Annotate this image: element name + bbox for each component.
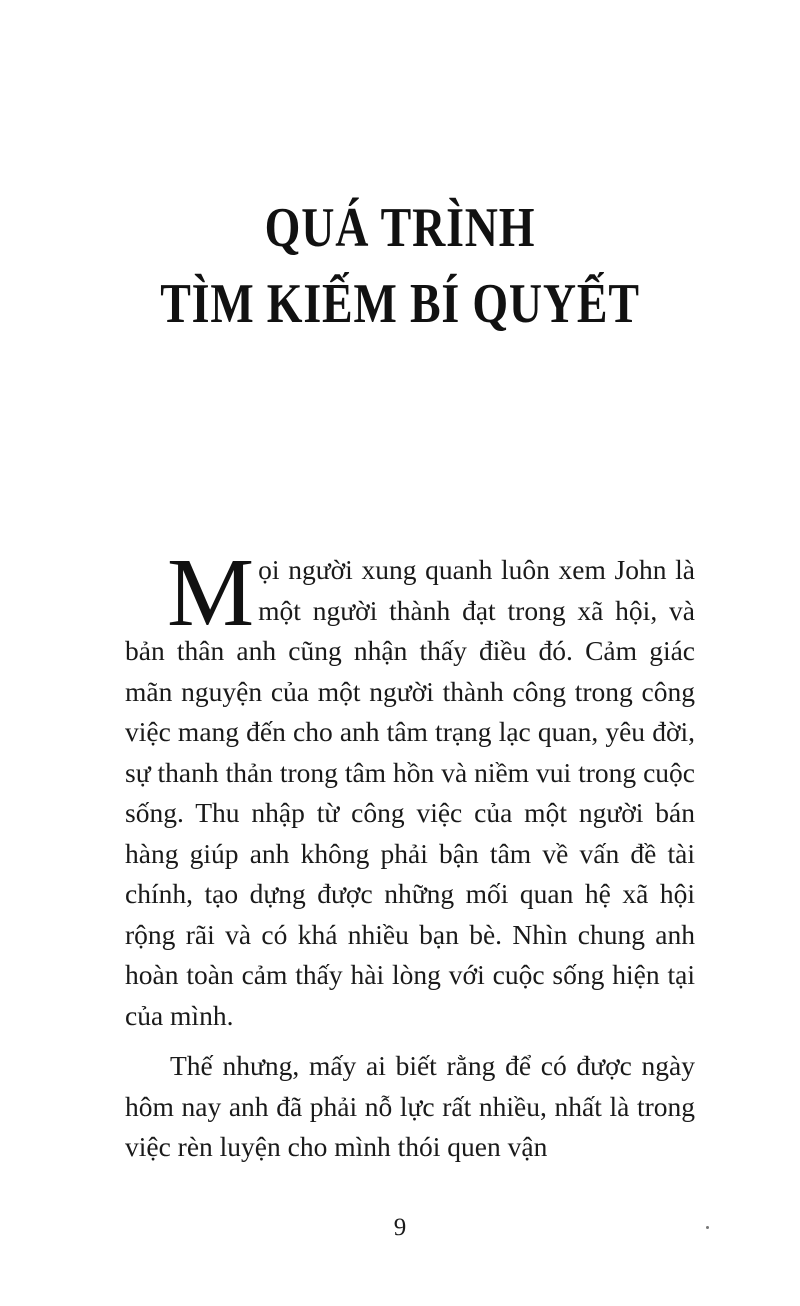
chapter-title xyxy=(0,190,800,342)
chapter-title-line-2: TÌM KIẾM BÍ QUYẾT xyxy=(160,273,640,335)
paragraph-2: Thế nhưng, mấy ai biết rằng để có được ngày hôm nay anh đã phải nỗ lực rất nhiều, nhất là trong việc rèn luyện cho mình thói quen vận xyxy=(125,1050,695,1162)
body-text xyxy=(125,539,695,1168)
drop-cap: M xyxy=(167,539,255,647)
paragraph-1 xyxy=(125,539,695,1036)
page-number: 9 xyxy=(393,1214,407,1241)
paragraph-1-text: ọi người xung quanh luôn xem John là một người thành đạt trong xã hội, và bản thân anh cũng nhận thấy điều đó. Cảm giác mãn nguyện của một người thành công trong công việc mang đến cho anh tâm trạng lạc quan, yêu đời, sự thanh thản trong tâm hồn và niềm vui trong cuộc sống. Thu nhập từ công việc của một người bán hàng giúp anh không phải bận tâm về vấn đề tài chính, tạo dựng được những mối quan hệ xã hội rộng rãi và có khá nhiều bạn bè. Nhìn chung anh hoàn toàn cảm thấy hài lòng với cuộc sống hiện tại của mình. xyxy=(125,554,695,1031)
chapter-title-line-1: QUÁ TRÌNH xyxy=(264,197,536,259)
scan-speck xyxy=(706,1226,709,1229)
